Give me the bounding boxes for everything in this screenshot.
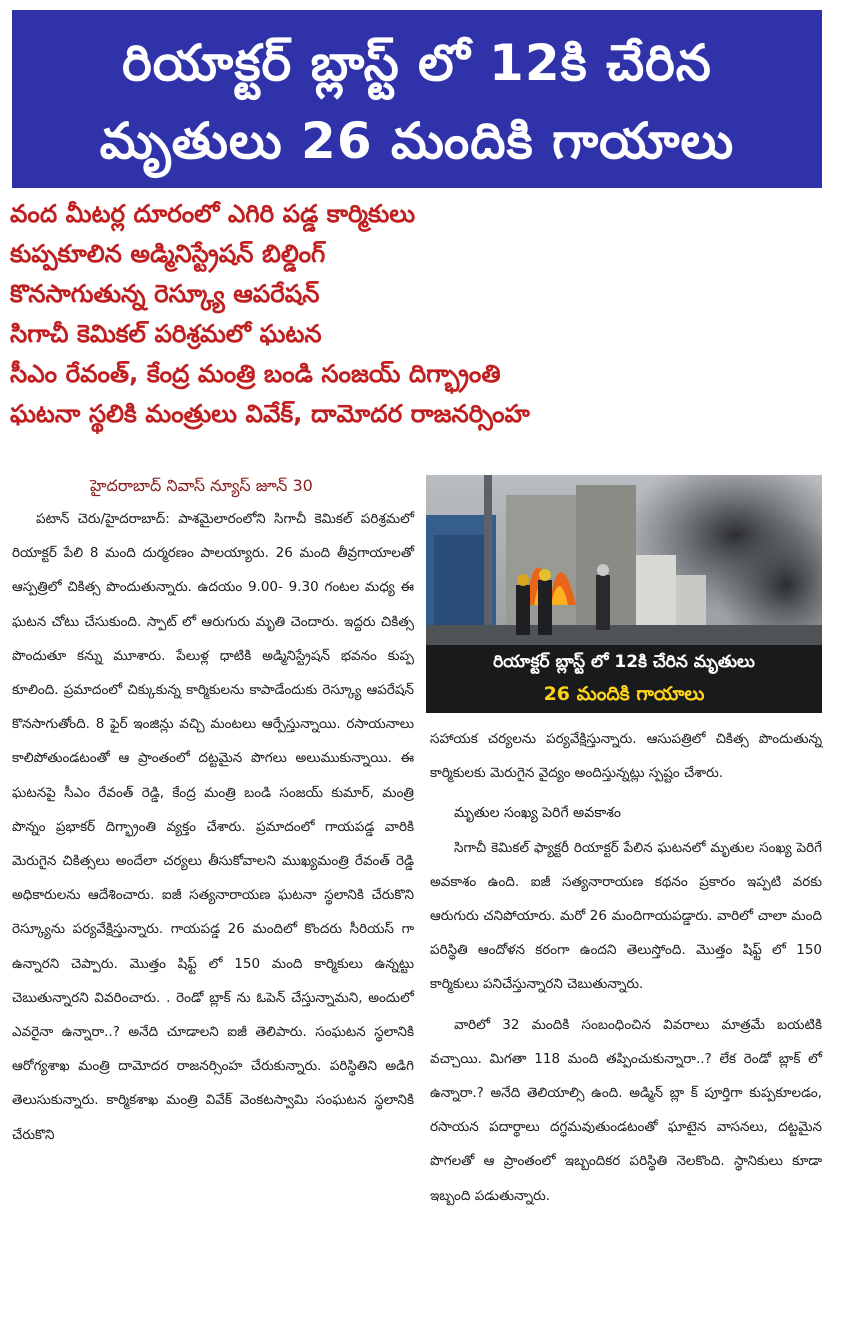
article-body-right-column bbox=[430, 722, 822, 1213]
photo-caption bbox=[426, 645, 822, 713]
article-body-left-column bbox=[12, 502, 414, 1152]
news-photo bbox=[426, 475, 822, 713]
headline-line-1: రియాక్టర్ బ్లాస్ట్ లో 12కి చేరిన bbox=[122, 34, 712, 92]
section-heading: మృతుల సంఖ్య పెరిగే అవకాశం bbox=[454, 805, 621, 822]
article-paragraph: పటాన్ చెరు/హైదరాబాద్: పాశమైలారంలోని సిగాచీ కెమికల్ పరిశ్రమలో రియాక్టర్ పేలి 8 మంది దుర్మరణం పాలయ్యారు. 26 మంది తీవ్రగాయాలతో ఆస్పత్రిలో చికిత్స పొందుతున్నారు. ఉదయం 9.00- 9.30 గంటల మధ్య ఈ ఘటన చోటు చేసుకుంది. స్పాట్ లో ఆరుగురు మృతి చెందారు. ఇద్దరు చికిత్స పొందుతూ కన్ను మూశారు. పేలుళ్ల ధాటికి అడ్మినిస్ట్రేషన్ భవనం కుప్ప కూలింది. ప్రమాదంలో చిక్కుకున్న కార్మికులను కాపాడేందుకు రెస్క్యూ ఆపరేషన్ కొనసాగుతోంది. 8 ఫైర్ ఇంజిన్లు వచ్చి మంటలు ఆర్పేస్తున్నాయి. రసాయనాలు కాలిపోతుండటంతో ఆ ప్రాంతంలో దట్టమైన పొగలు అలుముకున్నాయి. ఈ ఘటనపై సీఎం రేవంత్ రెడ్డి, కేంద్ర మంత్రి బండి సంజయ్ కుమార్, మంత్రి పొన్నం ప్రభాకర్ దిగ్భ్రాంతి వ్యక్తం చేశారు. ప్రమాదంలో గాయపడ్డ వారికి మెరుగైన చికిత్సలు అందేలా చర్యలు తీసుకోవాలని ముఖ్యమంత్రి రేవంత్ రెడ్డి అధికారులను ఆదేశించారు. ఐజీ సత్యనారాయణ ఘటనా స్థలానికి చేరుకొని రెస్క్యూను పర్యవేక్షిస్తున్నారు. గాయపడ్డ 26 మందిలో కొందరు సీరియస్ గా ఉన్నారని చెప్పారు. మొత్తం షిఫ్ట్ లో 150 మంది కార్మికులు ఉన్నట్టు చెబుతున్నారని వివరించారు. . రెండో బ్లాక్ ను ఓపెన్ చేస్తున్నామని, అందులో ఎవరైనా ఉన్నారా..? అనేది చూడాలని ఐజీ తెలిపారు. సంఘటన స్థలానికి ఆరోగ్యశాఖ మంత్రి దామోదర రాజనర్సింహ చేరుకున్నారు. పరిస్థితిని అడిగి తెలుసుకున్నారు. కార్మికశాఖ మంత్రి వివేక్ వెంకటస్వామి సంఘటన స్థలానికి చేరుకొని bbox=[12, 511, 414, 1143]
photo-caption-line-1: రియాక్టర్ బ్లాస్ట్ లో 12కి చేరిన మృతులు bbox=[493, 652, 755, 672]
subheadline: కొనసాగుతున్న రెస్క్యూ ఆపరేషన్ bbox=[10, 279, 320, 308]
subheadline-list bbox=[10, 194, 840, 434]
photo-caption-line-2: 26 మందికి గాయాలు bbox=[543, 683, 705, 705]
article-paragraph: సిగాచీ కెమికల్ ఫ్యాక్టరీ రియాక్టర్ పేలిన ఘటనలో మృతుల సంఖ్య పెరిగే అవకాశం ఉంది. ఐజీ సత్యనారాయణ కథనం ప్రకారం ఇప్పటి వరకు ఆరుగురు చనిపోయారు. మరో 26 మందిగాయపడ్డారు. వారిలో చాలా మంది పరిస్థితి ఆందోళన కరంగా ఉందని తెలుస్తోంది. మొత్తం షిఫ్ట్ లో 150 కార్మికులు పనిచేస్తున్నారని చెబుతున్నారు. bbox=[430, 839, 822, 993]
article-paragraph: వారిలో 32 మందికి సంబంధించిన వివరాలు మాత్రమే బయటికి వచ్చాయి. మిగతా 118 మంది తప్పించుకున్నారా..? లేక రెండో బ్లాక్ లో ఉన్నారా.? అనేది తెలియాల్సి ఉంది. అడ్మిన్ బ్లా క్ పూర్తిగా కుప్పకూలడం, రసాయన పదార్థాలు దగ్ధమవుతుండటంతో ఘాటైన వాసనలు, దట్టమైన పొగలతో ఆ ప్రాంతంలో ఇబ్బందికర పరిస్థితి నెలకొంది. స్థానికులు కూడా ఇబ్బంది పడుతున్నారు. bbox=[430, 1016, 822, 1204]
subheadline: కుప్పకూలిన అడ్మినిస్ట్రేషన్ బిల్డింగ్ bbox=[10, 239, 326, 268]
subheadline: ఘటనా స్థలికి మంత్రులు వివేక్, దామోదర రాజనర్సింహ bbox=[10, 399, 530, 428]
headline-line-2: మృతులు 26 మందికి గాయాలు bbox=[99, 112, 735, 170]
headline-banner bbox=[12, 10, 822, 188]
article-paragraph-continuation: సహాయక చర్యలను పర్యవేక్షిస్తున్నారు. ఆసుపత్రిలో చికిత్స పొందుతున్న కార్మికులకు మెరుగైన వైద్యం అందిస్తున్నట్లు స్పష్టం చేశారు. bbox=[430, 731, 822, 782]
byline: హైదరాబాద్ నివాస్ న్యూస్ జూన్ 30 bbox=[90, 476, 313, 495]
subheadline: సీఎం రేవంత్, కేంద్ర మంత్రి బండి సంజయ్ దిగ్భ్రాంతి bbox=[10, 359, 501, 388]
subheadline: సిగాచీ కెమికల్ పరిశ్రమలో ఘటన bbox=[10, 319, 322, 348]
subheadline: వంద మీటర్ల దూరంలో ఎగిరి పడ్డ కార్మికులు bbox=[10, 199, 416, 228]
